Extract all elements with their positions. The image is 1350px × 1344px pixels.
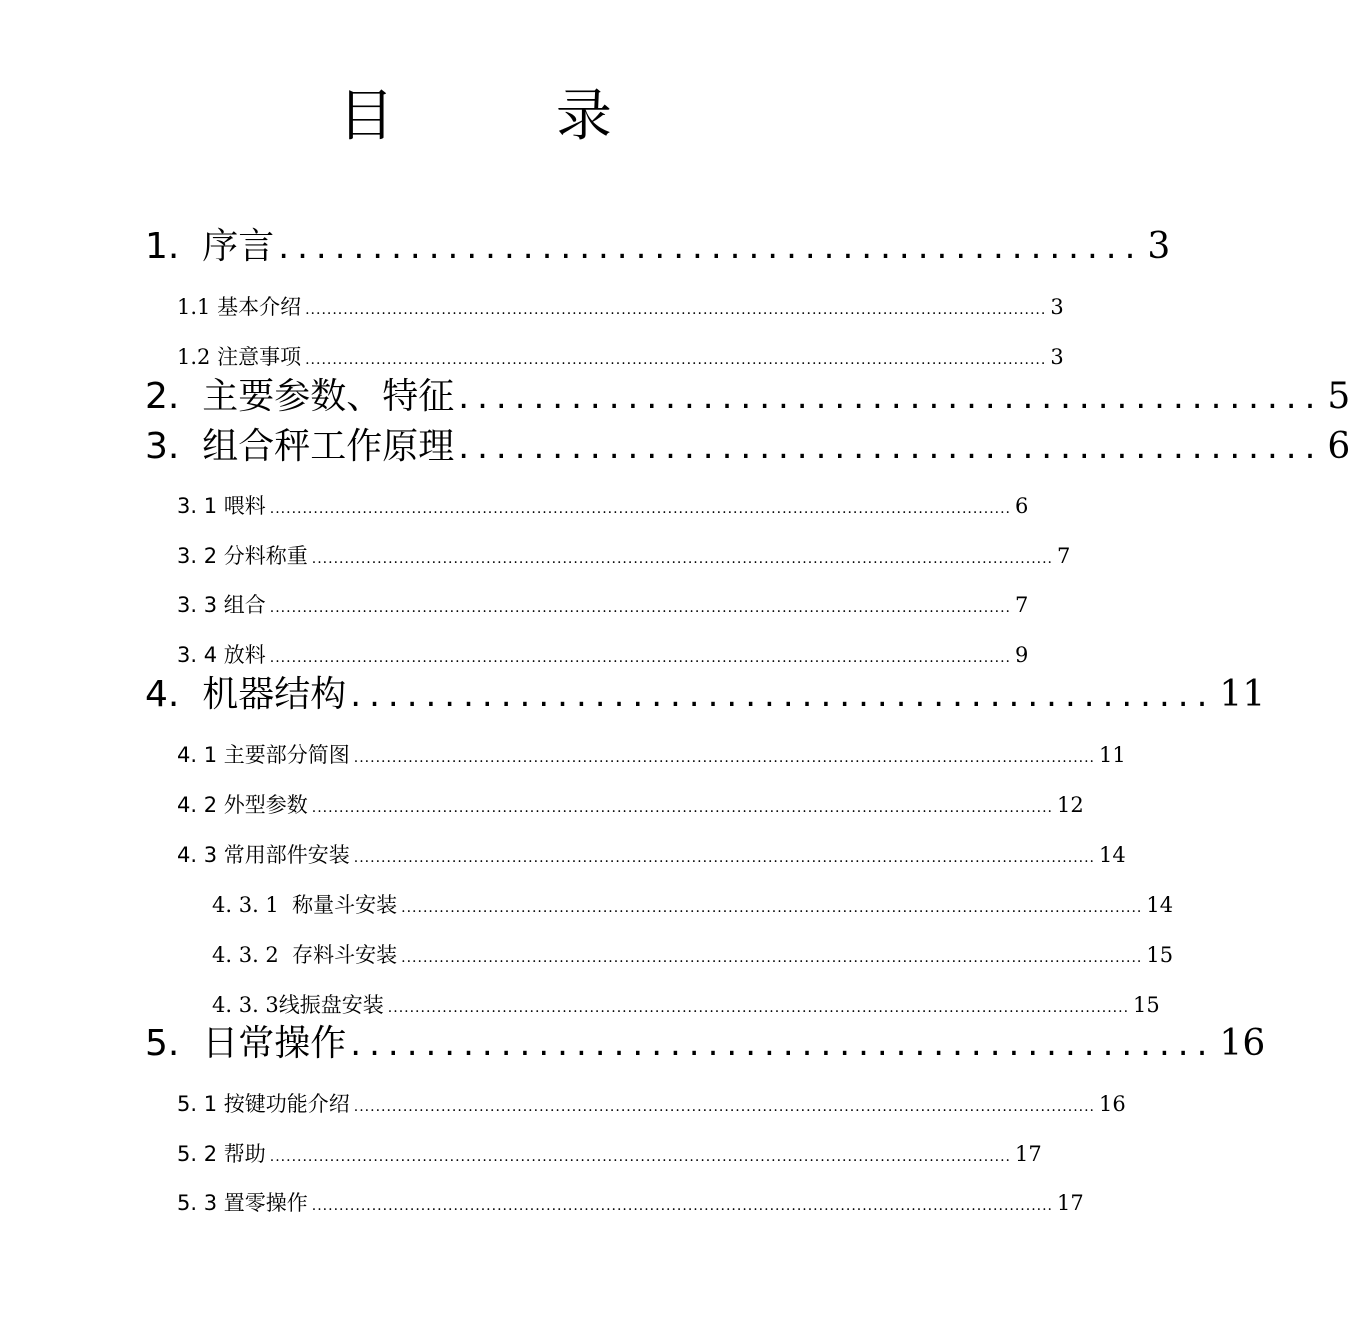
toc-page-number: 17 <box>1057 1191 1084 1215</box>
toc-page-number: 7 <box>1015 593 1029 617</box>
toc-page-number: 3 <box>1147 226 1171 267</box>
toc-title: 常用部件安装 <box>223 843 350 867</box>
toc-title: 存料斗安装 <box>292 943 398 967</box>
toc-title: 称量斗安装 <box>292 893 398 917</box>
toc-entry-3[interactable] <box>145 422 1350 472</box>
toc-number: 1.2 <box>177 345 211 369</box>
dot-leader: ........................................................................................................................................ <box>353 750 1095 766</box>
toc-title: 基本介绍 <box>217 295 302 319</box>
toc-page-number: 15 <box>1146 943 1174 967</box>
dot-leader: ........................................................................................................................................ <box>269 1149 1011 1165</box>
toc-entry-4-1[interactable] <box>177 740 1126 770</box>
toc-page-number: 12 <box>1057 793 1084 817</box>
toc-entry-3-1[interactable] <box>177 491 1029 521</box>
toc-number: 1.1 <box>177 295 211 319</box>
toc-entry-3-2[interactable] <box>177 541 1071 571</box>
toc-title: 置零操作 <box>223 1191 308 1215</box>
toc-title: 主要参数、特征 <box>202 376 455 417</box>
toc-entry-5-3[interactable] <box>177 1188 1084 1218</box>
toc-page-number: 16 <box>1219 1023 1266 1064</box>
toc-number: 3. 1 <box>177 494 218 518</box>
dot-leader: ........................................................................................................................................ <box>269 501 1011 517</box>
toc-title: 帮助 <box>223 1142 266 1166</box>
toc-number: 5. <box>145 1023 180 1064</box>
dot-leader: ........................................................................................................................................ <box>311 1198 1053 1214</box>
toc-number: 5. 3 <box>177 1191 218 1215</box>
toc-number: 3. 3 <box>177 593 218 617</box>
toc-entry-1[interactable] <box>145 222 1171 272</box>
toc-page-number: 9 <box>1015 643 1029 667</box>
toc-title: 组合秤工作原理 <box>202 426 455 467</box>
dot-leader: .............................................. <box>350 1024 1216 1064</box>
toc-page-number: 7 <box>1057 544 1071 568</box>
dot-leader: .............................................. <box>350 675 1216 715</box>
toc-page-number: 6 <box>1327 426 1350 467</box>
toc-page-number: 11 <box>1219 674 1266 715</box>
dot-leader: ........................................................................................................................................ <box>305 352 1047 368</box>
toc-number: 4. <box>145 674 180 715</box>
toc-title: 外型参数 <box>223 793 308 817</box>
toc-entry-4[interactable] <box>145 670 1266 720</box>
toc-title: 分料称重 <box>223 544 308 568</box>
toc-entry-4-3[interactable] <box>177 840 1126 870</box>
toc-entry-4-3-1[interactable] <box>212 890 1174 920</box>
toc-entry-1-2[interactable] <box>177 342 1064 372</box>
toc-entry-1-1[interactable] <box>177 292 1064 322</box>
toc-page-number: 16 <box>1099 1092 1126 1116</box>
toc-page-number: 6 <box>1015 494 1029 518</box>
dot-leader: ........................................................................................................................................ <box>269 600 1011 616</box>
toc-title: 主要部分简图 <box>223 743 350 767</box>
toc-page-number: 5 <box>1327 376 1350 417</box>
toc-entry-2[interactable] <box>145 372 1350 422</box>
toc-page-number: 14 <box>1146 893 1174 917</box>
toc-entry-5[interactable] <box>145 1019 1266 1069</box>
toc-entry-4-3-2[interactable] <box>212 940 1174 970</box>
toc-entry-3-4[interactable] <box>177 640 1029 670</box>
toc-entry-4-2[interactable] <box>177 790 1084 820</box>
toc-entry-5-2[interactable] <box>177 1139 1042 1169</box>
toc-page-number: 15 <box>1133 993 1160 1017</box>
dot-leader: .............................................. <box>278 227 1144 267</box>
toc-number: 3. 4 <box>177 643 218 667</box>
toc-page-number: 3 <box>1050 345 1064 369</box>
toc-title: 喂料 <box>223 494 266 518</box>
toc-number: 4. 3. 2 <box>212 943 279 967</box>
dot-leader: ........................................................................................................................................ <box>401 950 1143 966</box>
toc-number: 4. 2 <box>177 793 218 817</box>
dot-leader: ........................................................................................................................................ <box>353 850 1095 866</box>
toc-title: 组合 <box>223 593 266 617</box>
dot-leader: ........................................................................................................................................ <box>401 900 1143 916</box>
dot-leader: ........................................................................................................................................ <box>269 650 1011 666</box>
dot-leader: ........................................................................................................................................ <box>311 800 1053 816</box>
toc-number: 3. 2 <box>177 544 218 568</box>
toc-title: 序言 <box>202 226 275 267</box>
toc-title: 放料 <box>223 643 266 667</box>
toc-title: 注意事项 <box>217 345 302 369</box>
dot-leader: .............................................. <box>458 427 1324 467</box>
dot-leader: ........................................................................................................................................ <box>311 551 1053 567</box>
toc-number: 5. 1 <box>177 1092 218 1116</box>
dot-leader: ........................................................................................................................................ <box>305 302 1047 318</box>
toc-number: 1. <box>145 226 180 267</box>
toc-number: 5. 2 <box>177 1142 218 1166</box>
toc-title: 日常操作 <box>202 1023 347 1064</box>
dot-leader: ........................................................................................................................................ <box>387 1000 1130 1016</box>
toc-page-number: 14 <box>1099 843 1126 867</box>
toc-number: 4. 3. 1 <box>212 893 279 917</box>
toc-number: 4. 3 <box>177 843 218 867</box>
toc-entry-4-3-3[interactable] <box>212 990 1160 1020</box>
toc-entry-3-3[interactable] <box>177 590 1029 620</box>
toc-number: 2. <box>145 376 180 417</box>
toc-title: 线振盘安装 <box>278 993 384 1017</box>
toc-page-number: 11 <box>1099 743 1126 767</box>
toc-number: 4. 1 <box>177 743 218 767</box>
toc-page-number: 3 <box>1050 295 1064 319</box>
toc-number: 3. <box>145 426 180 467</box>
toc-title: 机器结构 <box>202 674 347 715</box>
toc-number: 4. 3. 3 <box>212 993 279 1017</box>
dot-leader: .............................................. <box>458 377 1324 417</box>
toc-title: 按键功能介绍 <box>223 1092 350 1116</box>
toc-entry-5-1[interactable] <box>177 1089 1126 1119</box>
dot-leader: ........................................................................................................................................ <box>353 1099 1095 1115</box>
page-title: 目 录 <box>338 84 684 149</box>
toc-page-number: 17 <box>1015 1142 1042 1166</box>
